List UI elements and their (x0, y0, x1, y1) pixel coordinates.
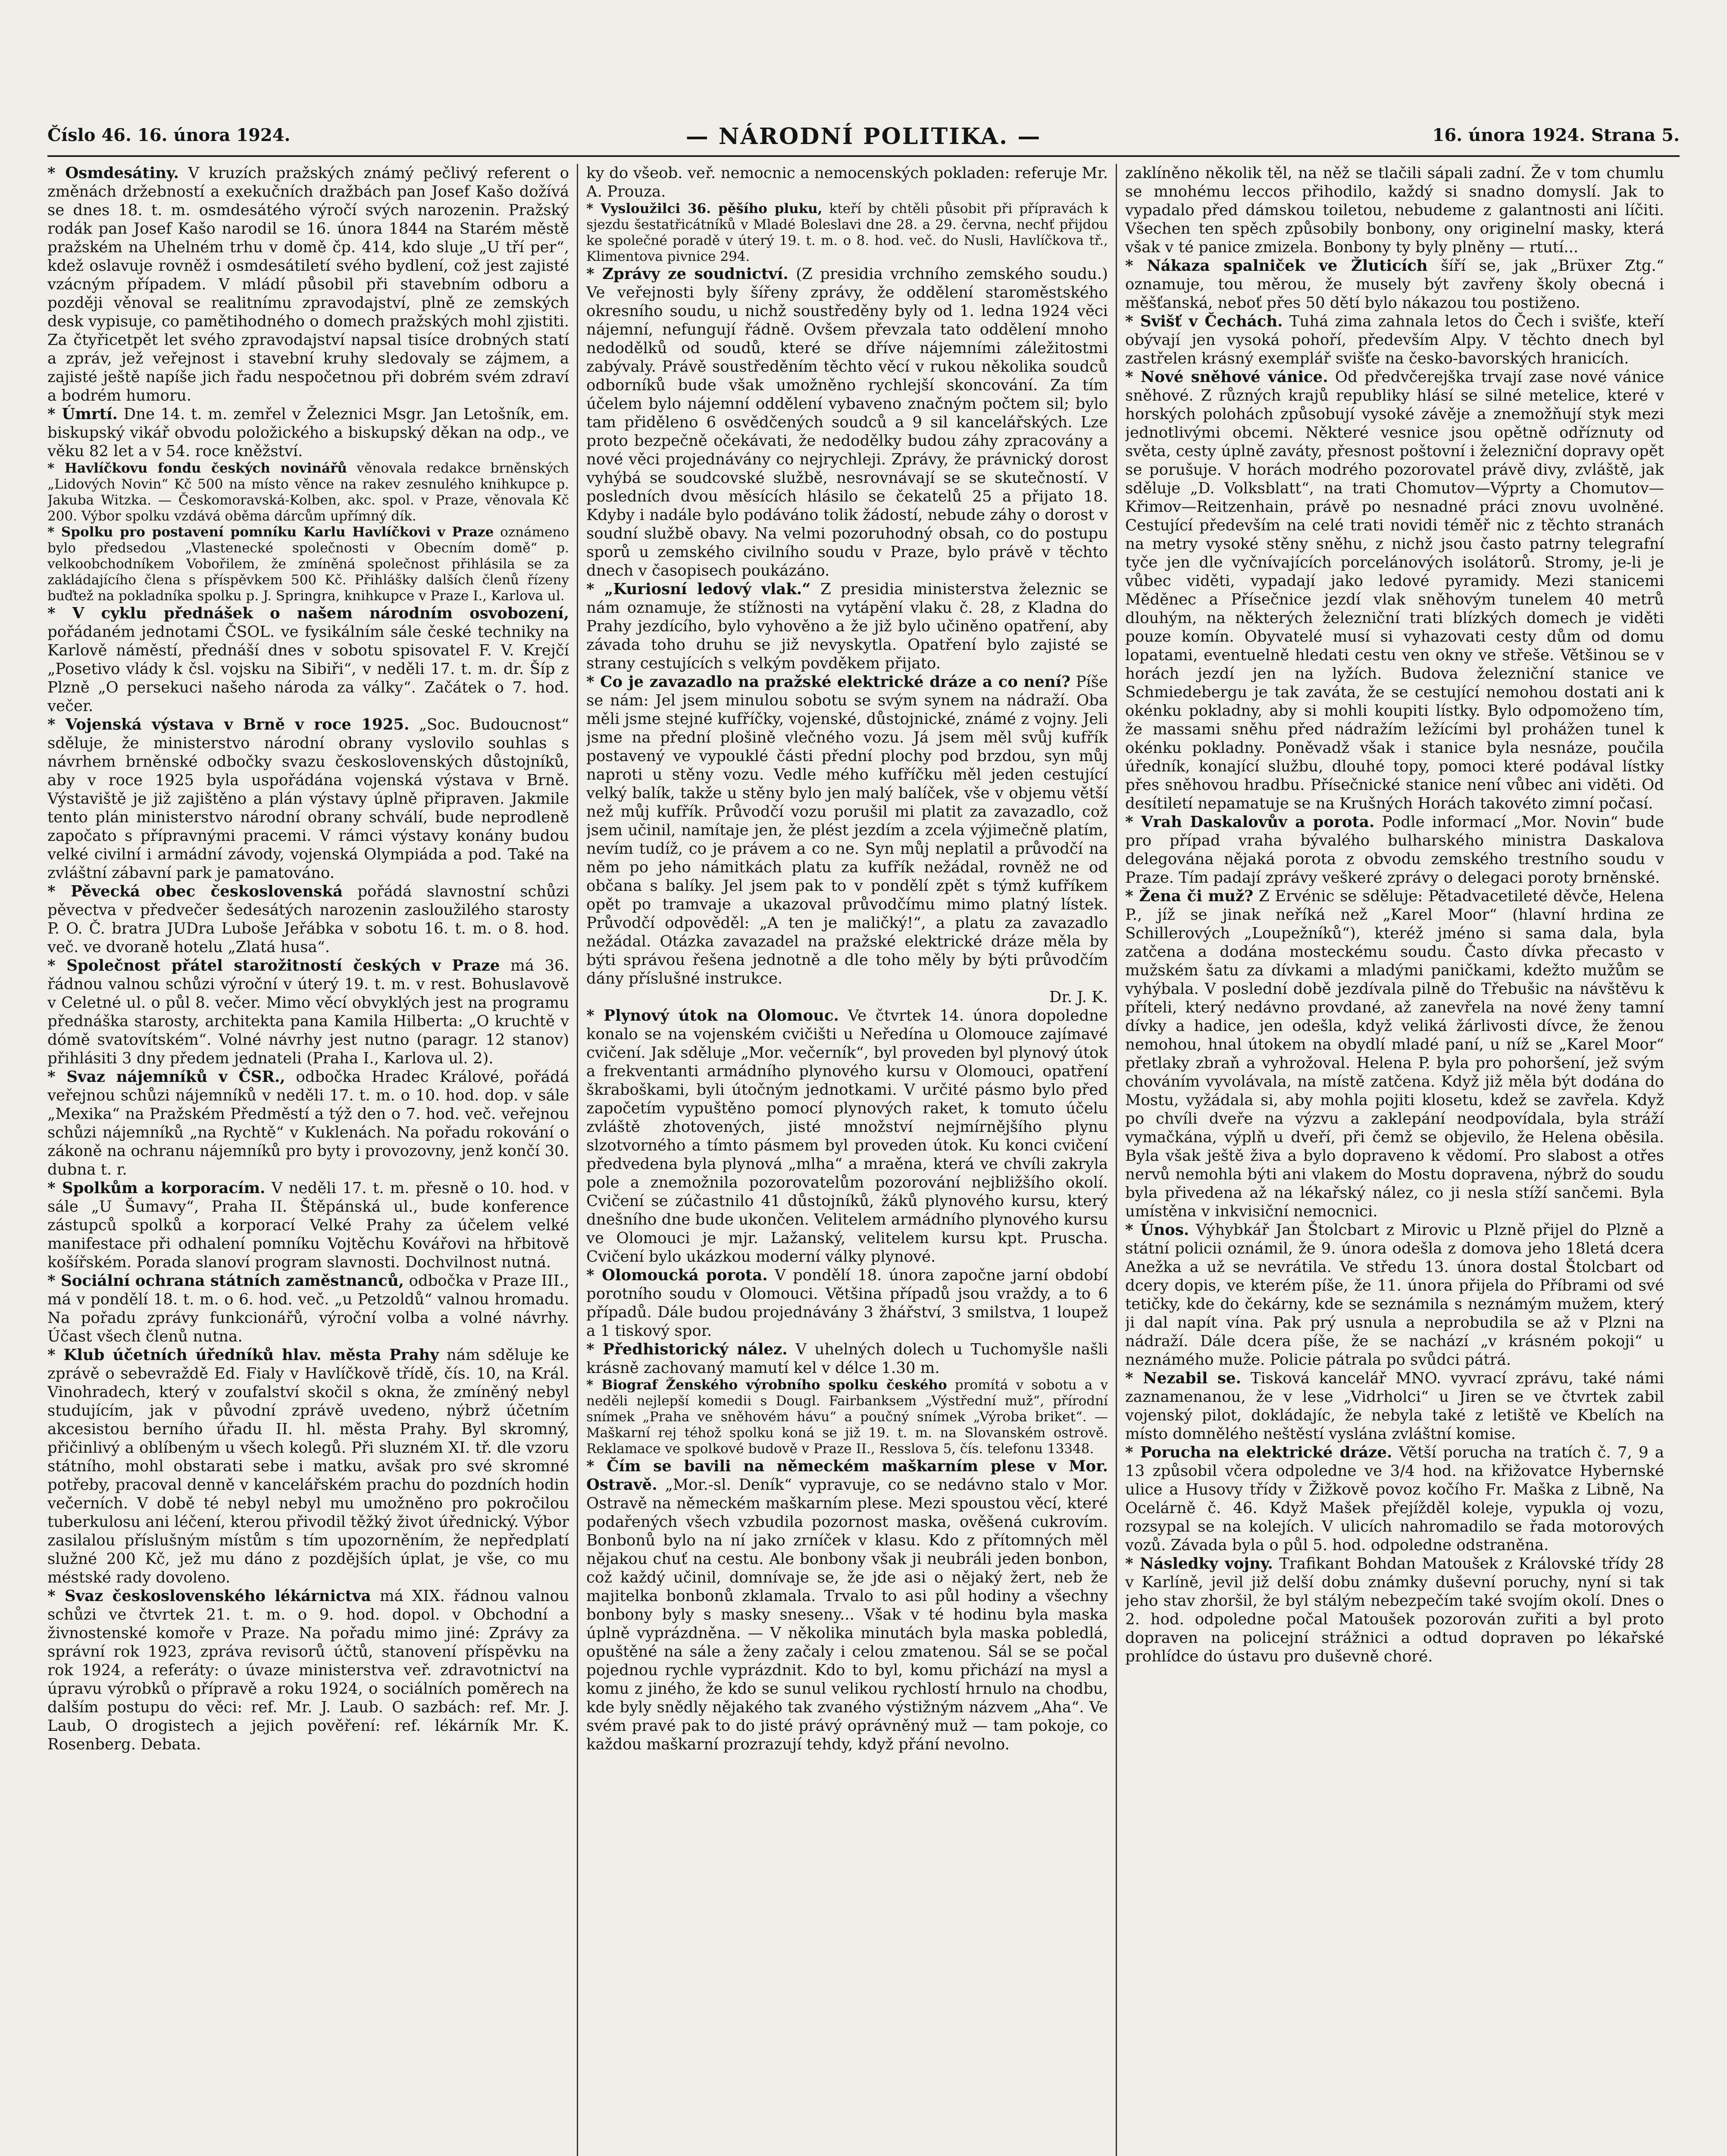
news-item (586, 1006, 1108, 1266)
news-item (1125, 1221, 1664, 1369)
news-item (1125, 1369, 1664, 1443)
news-item (1125, 312, 1664, 368)
page-header (47, 125, 1680, 157)
news-item-heading: * Osmdesátiny. (47, 164, 179, 182)
news-item-text: Od předvčerejška trvají zase nové vánice sněhové. Z různých krajů republiky hlásí se silné metelice, které v horských polohách způsobují vysoké závěje a znemožňují styk mezi jednotlivými obcemi. Některé vesnice jsou opětně odříznuty od světa, cesty úplně zaváty, přesnost poštovní i železniční dopravy opět se porušuje. V horách modrého pozorovatel právě divy, zvláště, jak sděluje „D. Volksblatt“, na trati Chomutov—Výprty a Chomutov—Křimov—Reitzenhain, právě po nesnadné práci znovu uvolněné. Cestující především na celé trati novidi téměř nic z těchto stranách na metry vysoké stěny sněhu, z nichž jsou často patrny telegrafní tyče jen dle vyčnívajících porcelánových isolátorů. Stromy, je-li je vůbec viděti, vypadají jako ledové pyramidy. Mezi stanicemi Měděnec a Přísečnice jezdí vlak sněhovým tunelem 40 metrů dlouhým, na některých železniční trati blízkých domech je viděti pouze komín. Obyvatelé musí si vyhazovati cesty dům od domu lopatami, eventuelně hledati cestu ven okny ve střeše. Většinou se v horách jezdí jen na lyžích. Budova železniční stanice ve Schmiedebergu je tak zaváta, že se cestující nemohou dostati ani k okénku pokladny, aby si mohli koupiti lístky. Bylo odpomoženo tím, že massami sněhu před nádražím ležícími byl prohážen tunel k okénku pokladny. Poněvadž však i stanice byla nesnáze, poučila úředník, konající službu, dlouhé topy, pomoci které podával lístky přes sněhovou hradbu. Přísečnické stanice není vůbec ani viděti. Od desítiletí nepamatuje se na Krušných Horách takovéto zimní počasí. (1125, 368, 1664, 812)
news-item-heading: * Svaz československého lékárnictva (47, 1587, 371, 1605)
news-item-text: nám sděluje ke zprávě o sebevraždě Ed. Fialy v Havlíčkově třídě, čís. 10, na Král. Vinohradech, který v zoufalství skočil s okna, že zmíněný nebyl studujícím, jak v původní zprávě uvedeno, nýbrž účetním akcesistou berního úřadu II. hl. města Prahy. Byl skromný, přičinlivý a oblíbeným u všech kolegů. Při sluzném XI. tř. dle vzoru státního, mohl obstarati sebe i matku, avšak pro své skromné potřeby, pracoval denně v kancelářském prachu do pozdních hodin večerních. V době té nebyl nebyl mu umožněno pro pokročilou tuberkulosu ani léčení, kterou přivodil těžký život úřednický. Výbor zasilalou příslušným místům s tím upozorněním, že nepředplatí služné 200 Kč, jež mu dáno z pozdějších úplat, je vše, co mu méstské rady dovoleno. (47, 1346, 569, 1586)
news-item (47, 1346, 569, 1587)
column-divider (577, 164, 578, 2156)
news-item-heading: * Svišť v Čechách. (1125, 313, 1283, 330)
news-item (1125, 1443, 1664, 1554)
news-item-heading: * Společnost přátel starožitností českých v Praze (47, 957, 500, 975)
news-item-text: kteří by chtěli působit při přípravách k sjezdu šestatřicátníků v Mladé Boleslavi dne 28. a 29. června, nechť přijdou ke společné poradě v úterý 19. t. m. o 8. hod. več. do Nusli, Havlíčkova tř., Klimentova pivnice 294. (586, 201, 1108, 264)
news-item (1125, 813, 1664, 887)
news-item (47, 1179, 569, 1272)
news-item-text: (Z presidia vrchního zemského soudu.) Ve veřejnosti byly šířeny zprávy, že oddělení staroměstského okresního soudu, u nichž soustředěny byly od 1. ledna 1924 věci nájemní, nefungují řádně. Ovšem převzala tato oddělení mnoho nedodělků od soudů, které se dříve nájemními záležitostmi zabývaly. Právě soustředěním těchto věcí v rukou několika soudců odborníků bude však umožněno rychlejší skoncování. Za tím účelem bylo nájemní oddělení vybaveno značným počtem sil; bylo tam přiděleno 6 osvědčených soudců a 9 sil kancelářských. Lze proto bezpečně očekávati, že nedodělky budou záhy zpracovány a nové věci projednávány co nejrychleji. Zprávy, že právnický dorost vyhýbá se soudcovské službě, nesrovnávají se se skutečností. V posledních dvou měsících hlásilo se čekatelů 25 a přijato 18. Kdyby i nadále bylo podáváno tolik žádostí, nebude záhy o dorost v soudní službě obavy. Na velmi pozoruhodný obsah, co do postupu sporů u zemského civilního soudu v Praze, bylo právě v těchto dnech v časopisech poukázáno. (586, 265, 1108, 580)
news-item (1125, 368, 1664, 813)
news-item-heading: * Klub účetních úředníků hlav. města Prahy (47, 1346, 439, 1364)
news-item-heading: * Vojenská výstava v Brně v roce 1925. (47, 716, 410, 733)
news-item (47, 956, 569, 1068)
news-item-heading: * Nezabil se. (1125, 1369, 1241, 1387)
news-item (1125, 164, 1664, 257)
column-3 (1125, 164, 1664, 2156)
column-2 (586, 164, 1108, 2156)
news-item (47, 715, 569, 882)
news-item-heading: * „Kuriosní ledový vlak.“ (586, 580, 811, 598)
column-divider (1116, 164, 1117, 2156)
news-item-text: V neděli 17. t. m. přesně o 10. hod. v sále „U Šumavy“, Praha II. Štěpánská ul., bude konference zástupců spolků a korporací Velké Prahy za účelem velké manifestace při odhalení pomníku Vojtěchu Kovářovi na hřbitově košířském. Porada slanoví program slavnosti. Dochvilnost nutná. (47, 1179, 569, 1271)
news-item (586, 1457, 1108, 1754)
news-item-heading: * Sociální ochrana státních zaměstnanců, (47, 1272, 404, 1290)
news-item-text: Tuhá zima zahnala letos do Čech i svišťe, kteří obývají jen vysoká pohoří, především Alpy. V těchto dnech byl zastřelen krásný exemplář svišťe na česko-bavorských hranicích. (1125, 313, 1664, 367)
news-item-text: pořádá slavnostní schůzi pěvectva v předvečer šedesátých narozenin zasloužilého starosty P. O. Č. bratra JUDra Luboše Jeřábka v sobotu 16. t. m. o 8. hod. več. ve dvoraně hotelu „Zlatá husa“. (47, 883, 569, 956)
news-item-heading: * Spolku pro postavení pomníku Karlu Havlíčkovi v Praze (47, 524, 494, 540)
news-item-text: věnovala redakce brněnských „Lidových Novin“ Kč 500 na místo věnce na rakev zesnulého knihkupce p. Jakuba Witzka. — Českomoravská-Kolben, akc. spol. v Praze, věnovala Kč 200. Výbor spolku vzdává oběma dárcům upřímný dík. (47, 461, 569, 524)
news-item-heading: * Spolkům a korporacím. (47, 1179, 266, 1197)
news-item (47, 882, 569, 956)
news-item (586, 580, 1108, 673)
news-item-signature: Dr. J. K. (1049, 988, 1108, 1006)
news-item-text: V kruzích pražských známý pečlivý referent o změnách držebností a exekučních dražbách pan Josef Kašo dožívá se dnes 18. t. m. osmdesátého výročí svých narozenin. Pražský rodák pan Josef Kašo narodil se 16. února 1844 na Starém městě pražském na Uhelném trhu v domě čp. 414, kdo sluje „U tří per“, kdež oslavuje rovněž i osmdesátiletí svého bydlení, což jest zajisté vzácným případem. V mládí působil při stavebním odboru a později věnoval se realitnímu zpravodajství, plně ze zemských desk vypisuje, co pamětihodného o domech pražských mohl zjistiti. Za čtyřicetpět let svého zpravodajství napsal tisíce drobných statí a zpráv, jež veřejnost i stavební kruhy sledovaly se zájmem, a zajisté ještě napíše jich řadu nespočetnou při dobrém svém zdraví a bodrém humoru. (47, 164, 569, 404)
news-item-heading: * Následky vojny. (1125, 1555, 1273, 1573)
news-item-heading: * V cyklu přednášek o našem národním osvobození, (47, 605, 569, 622)
news-item-text: Větší porucha na tratích č. 7, 9 a 13 způsobil včera odpoledne ve 3/4 hod. na křižovatce Hybernské ulice a Husovy třídy v Žižkově povoz kočího Fr. Maška z Libně, Na Ocelárně č. 46. Když Mašek přejížděl koleje, vypukla oj vozu, rozsypal se na kolejích. V ulicích nahromadilo se řada motorových vozů. Závada byla o půl 5. hod. odpoledne odstraněna. (1125, 1444, 1664, 1554)
news-item-text: V pondělí 18. února započne jarní období porotního soudu v Olomouci. Většina případů jsou vraždy, a to 6 případů. Dále budou projednávány 3 žhářství, 3 smilstva, 1 loupež a 1 tiskový spor. (586, 1266, 1108, 1340)
news-item (586, 673, 1108, 988)
news-item-heading: * Co je zavazadlo na pražské elektrické dráze a co není? (586, 673, 1071, 691)
news-item-text: pořádaném jednotami ČSOL. ve fysikálním sále české techniky na Karlově náměstí, přednáší dnes v sobotu spisovatel F. V. Krejčí „Posetivo vlády k čsl. vojsku na Sibiři“, v neděli 17. t. m. dr. Šíp z Plzně „O persekuci našeho národa za války“. Začátek o 7. hod. večer. (47, 623, 569, 715)
news-item-heading: * Olomoucká porota. (586, 1266, 768, 1284)
news-item-text: V uhelných dolech u Tuchomyšle našli krásně zachovaný mamutí kel v délce 1.30 m. (586, 1341, 1108, 1377)
news-item (1125, 887, 1664, 1221)
news-item-heading: * Nákaza spalniček ve Žluticích (1125, 257, 1428, 275)
news-item (47, 604, 569, 715)
news-item-heading: * Biograf Ženského výrobního spolku českého (586, 1377, 947, 1393)
news-item (586, 1266, 1108, 1340)
news-item-text: „Soc. Budoucnost“ sděluje, že ministerstvo národní obrany vyslovilo souhlas s návrhem brněnské odbočky svazu československých důstojníků, aby v roce 1925 byla uspořádána vojenská výstava v Brně. Výstaviště je již zajištěno a plán výstavy úplně připraven. Jakmile tento plán ministerstvo národní obrany schválí, bude neprodleně započato s přípravnými pracemi. V rámci výstavy konány budou velké civilní i armádní závody, vojenská Olympiáda a pod. Také na zvláštní zábavní park je pamatováno. (47, 716, 569, 882)
news-item-text: „Mor.-sl. Deník“ vypravuje, co se nedávno stalo v Mor. Ostravě na německém maškarním plese. Mezi spoustou věcí, které podařených všech vzbudila pozornost maska, ověšená cukrovím. Bonbonů bylo na ní jako zrníček v klasu. Kdo z přítomných měl nějakou chuť na cestu. Ale bonbony však ji neubráli jeden bonbon, což každý učinil, domnívaje se, že jde asi o nějaký žert, neb že majitelka bonbonů zklamala. Trvalo to asi půl hodiny a všechny bonbony byly s masky sneseny... Však v té hodinu byla maska úplně vyprázdněna. — V několika minutách byla maska pobledlá, opuštěné na sále a ženy začaly i celou zmatenou. Sál se se počal pojednou rychle vyprázdnit. Kdo to byl, komu přichází na mysl a komu z jiného, že kdo se sunul velikou rychlostí hrnulo na chodbu, kde byly snědly nějakého tak zvaného výstižným názvem „Aha“. Ve svém pravé pak to do jisté právý oprávněný muž — tam pokoje, co každou maškarní prozrazují tehdy, když přání nevolno. (586, 1476, 1108, 1753)
news-item-text: má XIX. řádnou valnou schůzi ve čtvrtek 21. t. m. o 9. hod. dopol. v Obchodní a živnostenské komoře v Praze. Na pořadu mimo jiné: Zprávy za správní rok 1923, zpráva revisorů účtů, stanovení příspěvku na rok 1924, a referáty: o úvaze ministerstva veř. zdravotnictví na úpravu výrobků o přípravě a roku 1924, o sociálních poměrech na dalším postupu do věci: ref. Mr. J. Laub. O sazbách: ref. Mr. J. Laub, O drogistech a jejich pověření: ref. lékárník Mr. K. Rosenberg. Debata. (47, 1587, 569, 1753)
news-item-heading: * Havlíčkovu fondu českých novinářů (47, 461, 347, 476)
news-item-text: má 36. řádnou valnou schůzi výroční v úterý 19. t. m. v rest. Bohuslavově v Celetné ul. o půl 8. večer. Mimo věcí obvyklých jest na programu přednáška starosty, architekta pana Kamila Hilberta: „O kruchtě v dómě svatovítském“. Volné návrhy jest nutno (paragr. 12 stanov) přihlásiti 3 dny předem jednateli (Praha I., Karlova ul. 2). (47, 957, 569, 1067)
masthead-title: — NÁRODNÍ POLITIKA. — (685, 123, 1042, 150)
news-item (47, 1587, 569, 1754)
news-item-text: Výhybkář Jan Štolcbart z Mirovic u Plzně přijel do Plzně a státní policii oznámil, že 9. února odešla z domova jeho 18letá dcera Anežka a už se nevrátila. Ve středu 13. února dostal Štolcbart od dcery dopis, ve kterém píše, že 11. února přijela do Příbrami od své tetičky, kde do čekárny, kde se seznámila s neznámým mužem, který ji dal napít vína. Pak prý usnula a neprobudila se až v Plzni na nádraží. Dále dcera píše, že se nachází „v krásném pokoji“ u neznámého muže. Policie pátrala po svůdci pátrá. (1125, 1221, 1664, 1369)
news-item-heading: * Úmrtí. (47, 405, 118, 423)
news-item-text: Ve čtvrtek 14. února dopoledne konalo se na vojenském cvičišti u Neředína u Olomouce zajímavé cvičení. Jak sděluje „Mor. večerník“, byl proveden byl plynový útok a frekventanti armádního plynového kursu v Olomouci, opatření škraboškami, byli útočným jednotkami. V určité pásmo bylo před započetím vypuštěno pomocí plynových raket, k tomuto účelu zvláště zhotovených, jisté množství nejmírnějšího plynu slzotvorného a tímto pásmem byl proveden útok. Ku konci cvičení předvedena byla plynová „mlha“ a mraěna, která ve chvíli zakryla pole a znemožnila pozorovatelům pozorování nejbližšího okolí. Cvičení se zúčastnilo 41 důstojníků, žáků plynového kursu, který dnešního dne bude ukončen. Velitelem armádního plynového kursu ve Olomouci je mjr. Lažanský, velitelem kursu kpt. Pruscha. Cvičení bylo ukázkou moderní války plynové. (586, 1007, 1108, 1266)
news-item-heading: * Žena či muž? (1125, 887, 1253, 905)
news-item (586, 1377, 1108, 1457)
news-item-heading: * Zprávy ze soudnictví. (586, 265, 788, 283)
news-item-heading: * Vrah Daskalovův a porota. (1125, 813, 1375, 831)
news-item (1125, 257, 1664, 312)
news-item (586, 265, 1108, 580)
news-item (1125, 1554, 1664, 1666)
news-item-heading: * Plynový útok na Olomouc. (586, 1007, 839, 1025)
news-item (586, 1340, 1108, 1377)
news-item-text: Tisková kancelář MNO. vyvrací zprávu, také námi zaznamenanou, že v lese „Vidrholci“ u Jiren se ve čtvrtek zabil vojenský pilot, dokládajíc, že nebyla také z letiště ve Kbelích na místo domnělého neštěstí vyslána zvláštní komise. (1125, 1369, 1664, 1443)
news-item (47, 1272, 569, 1346)
news-item-heading: * Čím se bavili na německém maškarním plese v Mor. Ostravě. (586, 1457, 1108, 1494)
news-item-text: Z Ervénic se sděluje: Pětadvacetileté děvče, Helena P., jíž se jinak neříká než „Karel Moor“ (hlavní hrdina ze Schillerových „Loupežníků“), kteréž jméno si sama dala, byla zatčena a dodána mosteckému soudu. Často dívka přecasto v mužském šatu za dívkami a mladými paničkami, kdežto mužům se vyhýbala. V poslední době jezdívala pilně do Třebušic na návštěvu k příteli, který nedávno provdané, až zanevřela na nové ženy tamní dívky a hadice, jen odešla, když veliká žárlivosti dívce, že ženou nemohou, hnal útokem na obydlí mladé paní, u níž se „Karel Moor“ přetlaky zbraň a vyhrožoval. Helena P. byla pro pohoršení, jež svým chováním vyvolávala, na místě zatčena. Když již měla být dodána do Mostu, vyžádala si, aby mohla pojiti klosetu, kdež se zavřela. Když po chvíli dveře na výzvu a zaklepání neodpovídala, byla stráží vymačkána, výplň u dveří, při čemž se objevilo, že Helena oběsila. Byla však ještě živa a bylo dopraveno k vědomí. Pro slabost a otřes nervů nemohla býti ani vlakem do Mostu dopravena, nýbrž do soudu byla přivedena až na lékařský nález, co ji nesla stíží sančemi. Byla umístěna v inkvisiční nemocnici. (1125, 887, 1664, 1220)
news-item-text: odbočka v Praze III., má v pondělí 18. t. m. o 6. hod. več. „u Petzoldů“ valnou hromadu. Na pořadu zprávy funkcionářů, výroční volba a volné návrhy. Účast všech členů nutna. (47, 1272, 569, 1345)
news-item-text: ky do všeob. veř. nemocnic a nemocenských pokladen: referuje Mr. A. Prouza. (586, 164, 1108, 201)
news-item-text: odbočka Hradec Králové, pořádá veřejnou schůzi nájemníků v neděli 17. t. m. o 10. hod. dop. v sále „Mexika“ na Pražském Předměstí a týž den o 7. hod. več. veřejnou schůzi nájemníků „na Rychtě“ v Kuklenách. Na pořadu rokování o zákoně na ochranu nájemníků pro byty i provozovny, jenž končí 30. dubna t. r. (47, 1068, 569, 1178)
column-1 (47, 164, 569, 2156)
news-item-heading: * Předhistorický nález. (586, 1341, 788, 1358)
news-item-text: zaklíněno několik těl, na něž se tlačili sápali zadní. Že v tom chumlu se mnohému leccos přihodilo, každý si snadno domyslí. Jak to vypadalo před dámskou toiletou, nebudeme z galantnosti ani líčiti. Všechen ten spěch způsobily bonbony, ony originelní masky, která však v té panice zmizela. Bonbony ty byly plněny — rtutí... (1125, 164, 1664, 256)
news-item-text: Z presidia ministerstva železnic se nám oznamuje, že stížnosti na vytápění vlaku č. 28, z Kladna do Prahy jezdícího, bylo vyhověno a že již bylo učiněno opatření, aby závada toho druhu se již nevyskytla. Opatření bylo zajisté se strany cestujících s velkým povděkem přijato. (586, 580, 1108, 672)
news-item-heading: * Pěvecká obec československá (47, 883, 343, 900)
news-item-text: Dne 14. t. m. zemřel v Železnici Msgr. Jan Letošník, em. biskupský vikář obvodu položického a biskupský děkan na odp., ve věku 82 let a v 54. roce kněžství. (47, 405, 569, 460)
news-item (47, 461, 569, 524)
news-item (47, 405, 569, 461)
news-item-text: Podle informací „Mor. Novin“ bude pro případ vraha bývalého bulharského ministra Daskalova delegována nějaká porota z obvodu zemského trestního soudu v Praze. Tím padají zprávy veškeré zprávy o delegaci poroty brněnské. (1125, 813, 1664, 887)
news-item-text: Trafikant Bohdan Matoušek z Královské třídy 28 v Karlíně, jevil již delší dobu známky duševní poruchy, nyní si tak jeho stav zhoršil, že byl stálým nebezpečím také svojím okolí. Dnes o 2. hod. odpoledne počal Matoušek pozorován zuřiti a byl proto dopraven na policejní strážnici a odtud dopraven po lékařské prohlídce do ústavu pro duševně choré. (1125, 1555, 1664, 1665)
news-item (586, 201, 1108, 265)
news-item-heading: * Nové sněhové vánice. (1125, 368, 1328, 386)
news-item-heading: * Svaz nájemníků v ČSR., (47, 1068, 285, 1086)
news-item-heading: * Porucha na elektrické dráze. (1125, 1444, 1392, 1461)
news-item (47, 524, 569, 604)
news-item-text: promítá v sobotu a v neděli nejlepší komedii s Dougl. Fairbanksem „Výstřední muž“, přírodní snímek „Praha ve sněhovém hávu“ a poučný snímek „Výroba briket“. — Maškarní rej téhož spolku koná se již 19. t. m. na Slovanském ostrově. Reklamace ve spolkové budově v Praze II., Resslova 5, čís. telefonu 13348. (586, 1377, 1108, 1457)
news-item-text: Píše se nám: Jel jsem minulou sobotu se svým synem na nádraží. Oba měli jsme stejné kufříčky, vojenské, důstojnické, známé z vojny. Jeli jsme na přední plošině vlečného vozu. Já jsem měl svůj kufřík postavený ve vypouklé části přední plochy pod brzdou, syn můj naproti u stěny vozu. Vedle mého kufříčku měl jeden cestující velký balík, takže u stěny bylo jen malý balíček, vše v objemu větší než můj kufřík. Průvodčí vozu porušil mi platit za zavazadlo, což jsem učinil, namítaje jen, že plést jezdím a zcela výjimečně platím, nevím tudíž, co je právem a co ne. Syn můj neplatil a průvodčí na něm po jeho námitkách platu za kufřík nežádal, rovněž ne od občana s balíky. Jel jsem pak to v pondělí zpět s týmž kufříkem opět po tramvaje a ukazoval průvodčímu mimo platný lístek. Průvodčí odpověděl: „A ten je maličký!“, a platu za zavazadlo nežádal. Otázka zavazadel na pražské elektrické dráze měla by býti správou řešena jednotně a dle toho měly by býti průvodčím dány příslušné instrukce. (586, 673, 1108, 987)
page-date-number: 16. února 1924. Strana 5. (1432, 125, 1680, 145)
news-item (586, 164, 1108, 201)
news-item (47, 164, 569, 405)
news-item (47, 1068, 569, 1179)
news-item-text: oznámeno bylo předsedou „Vlastenecké společnosti v Obecním domě“ p. velkoobchodníkem Vobořilem, že zmíněná společnost přihlásila se za zakládajícího člena s příspěvkem 500 Kč. Přihlášky dalších členů řízeny buďtež na pokladníka spolku p. J. Springra, knihkupce v Praze I., Karlova ul. (47, 524, 569, 604)
news-item-heading: * Vysloužilci 36. pěšího pluku, (586, 201, 823, 216)
news-item-heading: * Únos. (1125, 1221, 1189, 1239)
news-item-text: šíří se, jak „Brüxer Ztg.“ oznamuje, tou měrou, že musely být zavřeny školy obecná i měšťanská, neboť přes 50 dětí bylo nákazou tou postiženo. (1125, 257, 1664, 312)
issue-number-date: Číslo 46. 16. února 1924. (47, 125, 291, 145)
